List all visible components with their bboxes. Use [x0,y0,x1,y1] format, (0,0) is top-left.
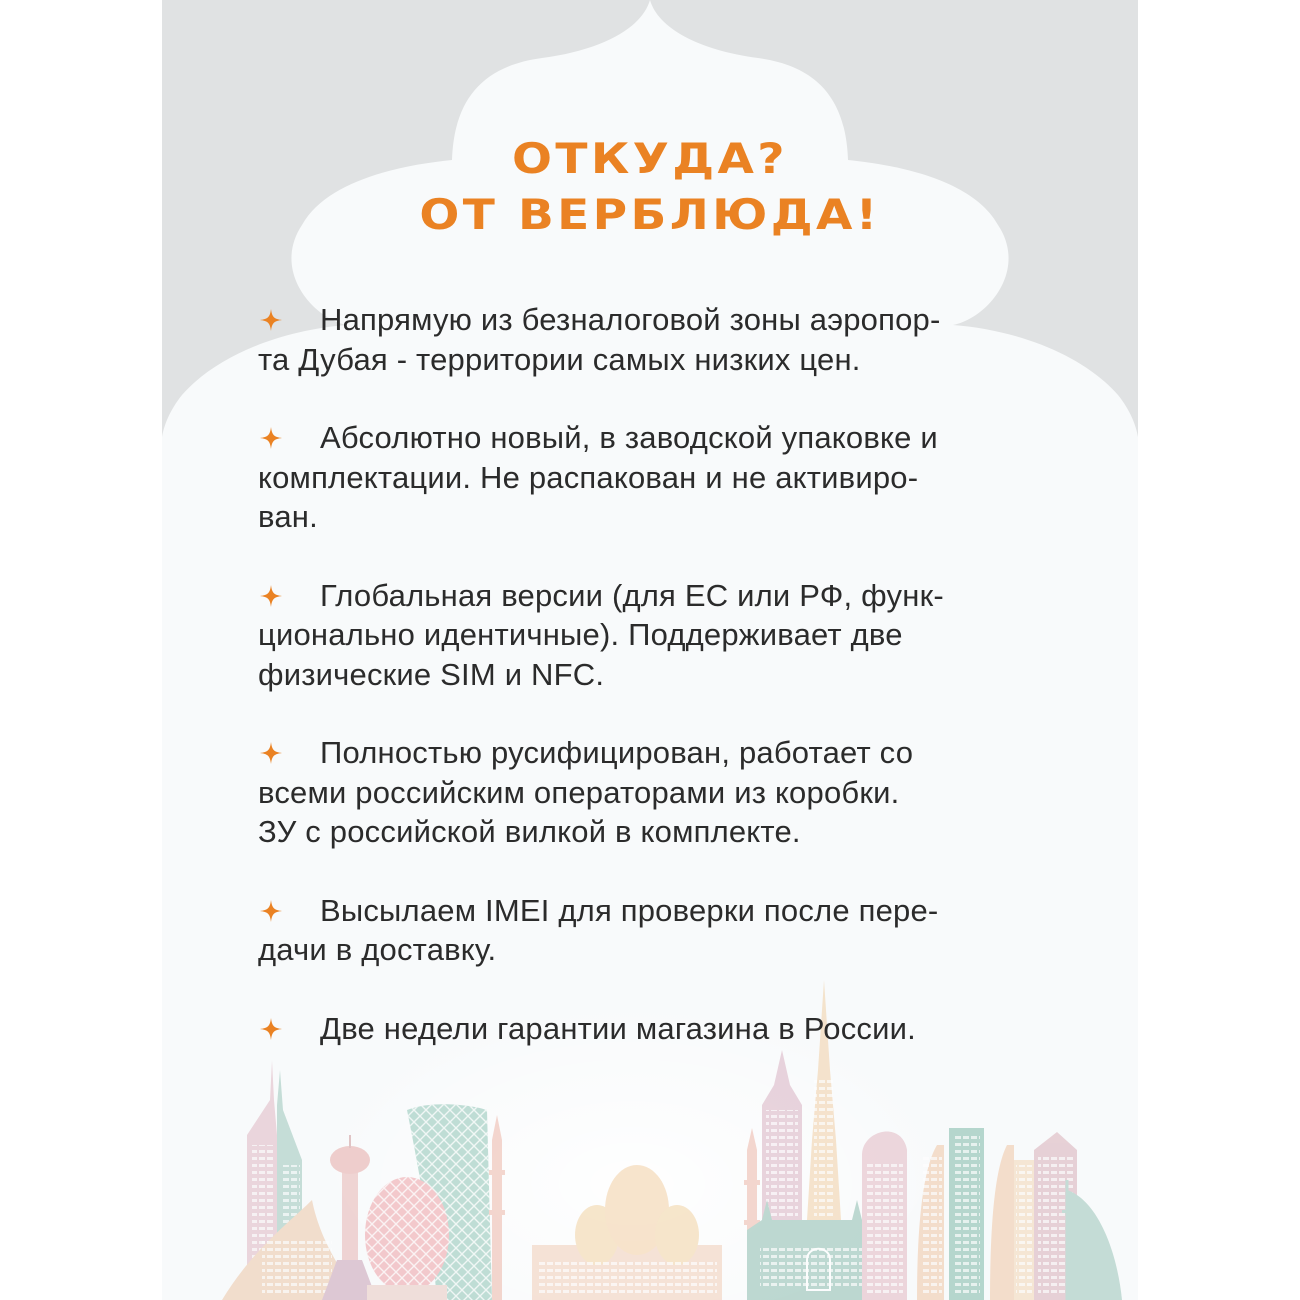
headline-line-1: ОТКУДА? [512,134,788,183]
feature-item-russified [258,733,1058,852]
feature-text-line: дачи в доставку. [258,932,497,967]
feature-text-line: Полностью русифицирован, работает со [320,735,914,770]
feature-text-line: всеми российским операторами из коробки. [258,774,900,810]
headline [162,131,1138,243]
feature-text-line: ционально идентичные). Поддерживает две [258,617,903,652]
four-point-star-icon [260,742,282,764]
headline-line-2: ОТ ВЕРБЛЮДА! [419,190,881,239]
four-point-star-icon [260,900,282,922]
feature-item-new-sealed [258,418,1058,537]
four-point-star-icon [260,427,282,449]
four-point-star-icon [260,1018,282,1040]
feature-text-line: Две недели гарантии магазина в России. [320,1010,916,1046]
four-point-star-icon [260,309,282,331]
promo-card [162,0,1138,1300]
feature-item-dubai-duty-free [258,300,1058,379]
feature-text-line: ЗУ с российской вилкой в комплекте. [258,814,801,849]
feature-text-line: Напрямую из безналоговой зоны аэропор- [320,302,941,337]
feature-text-line: та Дубая - территории самых низких цен. [258,341,861,377]
feature-text-line: Глобальная версии (для ЕС или РФ, функ- [320,577,944,613]
feature-text-line: Высылаем IMEI для проверки после пере- [320,892,939,928]
four-point-star-icon [260,585,282,607]
feature-text-line: Абсолютно новый, в заводской упаковке и [320,420,938,455]
feature-text-line: физические SIM и NFC. [258,656,605,692]
feature-text-line: ван. [258,499,318,534]
feature-text-line: комплектации. Не распакован и не активиро- [258,459,919,495]
feature-item-imei [258,891,1058,970]
feature-item-warranty [258,1009,1058,1049]
feature-item-global-version [258,576,1058,695]
feature-list [258,300,1058,1048]
